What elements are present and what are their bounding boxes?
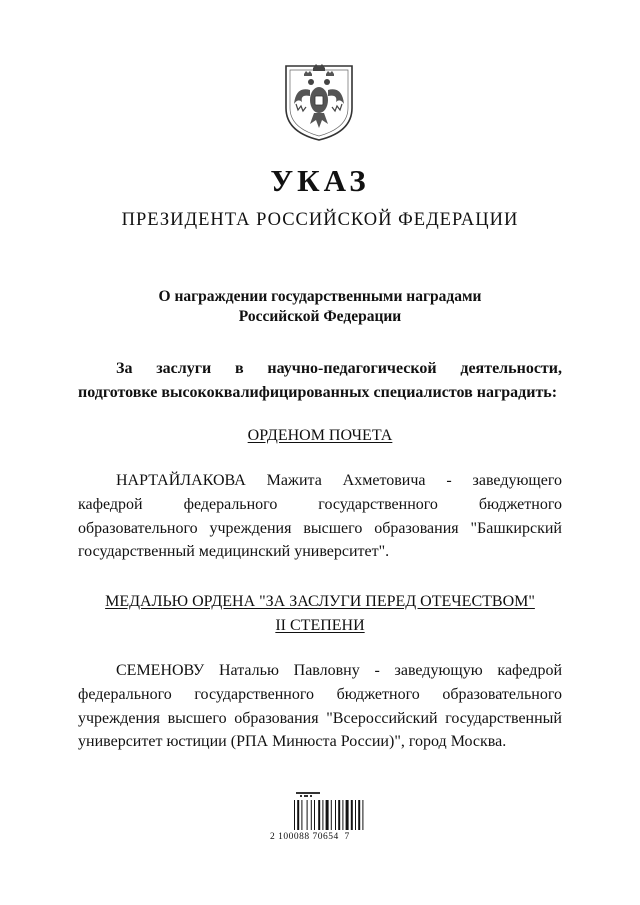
award2-title — [0, 590, 640, 638]
barcode-bar — [331, 800, 332, 830]
decree-intro: За заслуги в научно-педагогической деятельности, подготовке высококвалифицированных специалистов наградить: — [78, 360, 562, 401]
barcode-bar — [358, 800, 360, 830]
barcode-bar — [351, 800, 353, 830]
barcode-bar — [311, 800, 312, 830]
barcode-bar — [307, 800, 308, 830]
barcode-bar — [346, 800, 349, 830]
barcode-bar — [355, 800, 356, 830]
barcode-number: 2 100088 70654 7 — [270, 832, 350, 842]
decree-title: УКАЗ — [270, 163, 370, 198]
barcode-header — [296, 792, 320, 797]
russian-coat-of-arms-icon — [282, 58, 356, 142]
award2-title-line2: II СТЕПЕНИ — [275, 617, 365, 634]
award1-title-text: ОРДЕНОМ ПОЧЕТА — [247, 427, 393, 444]
barcode-bar — [342, 800, 343, 830]
barcode-bar — [301, 800, 302, 830]
award1-recipient: НАРТАЙЛАКОВА Мажита Ахметовича - заведующего кафедрой федерального государственного бюджетного образовательного учреждения высшего образования "Башкирский государственный медицинский университет". — [78, 472, 562, 561]
barcode-icon — [290, 790, 370, 832]
barcode-bar — [297, 800, 299, 830]
award2-title-line1: МЕДАЛЬЮ ОРДЕНА "ЗА ЗАСЛУГИ ПЕРЕД ОТЕЧЕСТВОМ" — [105, 593, 535, 610]
decree-subtitle: ПРЕЗИДЕНТА РОССИЙСКОЙ ФЕДЕРАЦИИ — [121, 210, 519, 230]
decree-heading-line1: О награждении государственными наградами — [158, 288, 482, 305]
barcode-bar — [322, 800, 323, 830]
award1-title — [0, 424, 640, 448]
barcode-bar — [338, 800, 340, 830]
award2-recipient: СЕМЕНОВУ Наталью Павловну - заведующую кафедрой федерального государственного бюджетного образовательного учреждения высшего образования "Всероссийский государственный университет юстиции (РПА Минюста России)", город Москва. — [78, 662, 562, 751]
barcode-bar — [294, 800, 295, 830]
barcode-bar — [335, 800, 336, 830]
barcode-bar — [318, 800, 320, 830]
barcode-bar — [362, 800, 363, 830]
decree-heading-line2: Российской Федерации — [238, 308, 402, 325]
decree-heading — [0, 287, 640, 327]
barcode-bar — [326, 800, 329, 830]
barcode-bar — [314, 800, 315, 830]
